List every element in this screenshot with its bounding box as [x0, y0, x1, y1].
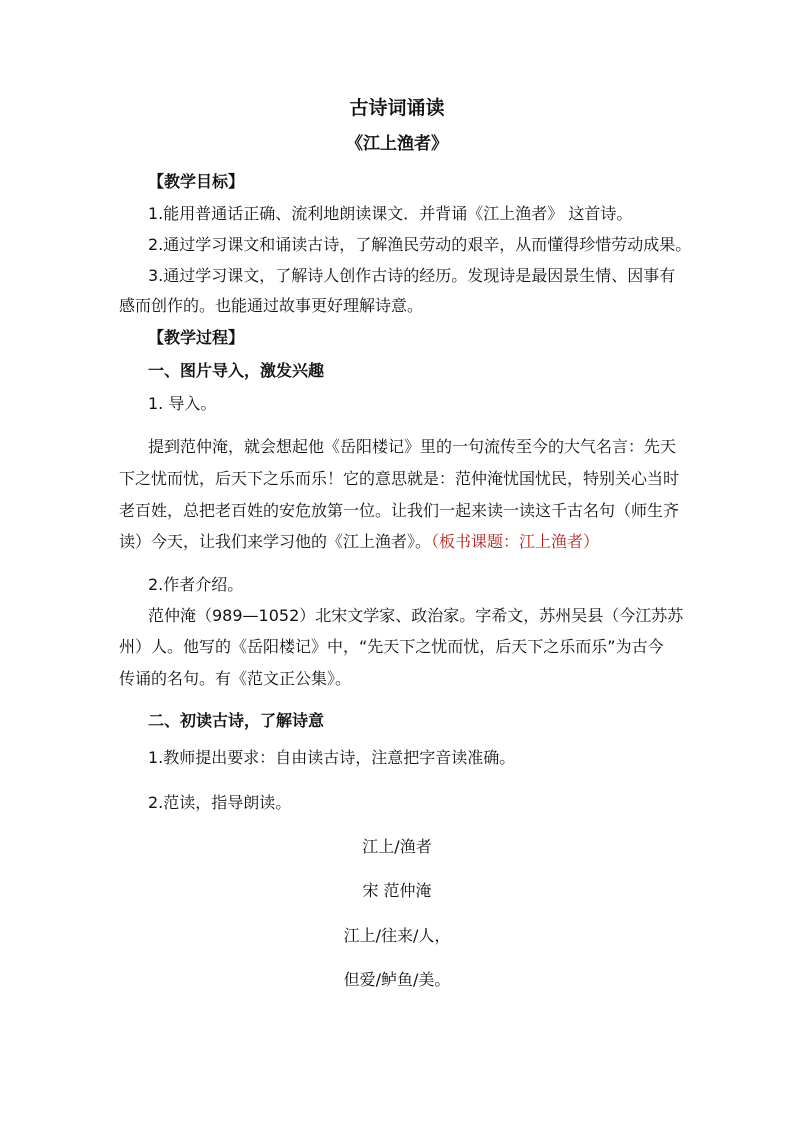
intro-paragraph-text: 读）今天，让我们来学习他的《江上渔者》。 [119, 532, 432, 551]
intro-paragraph-line-1: 提到范仲淹，就会想起他《岳阳楼记》里的一句流传至今的大气名言：先天 [148, 437, 677, 456]
poem-author: 宋 范仲淹 [362, 881, 432, 900]
board-note: （板书课题：江上渔者） [431, 532, 600, 551]
poem-line-2: 但爱/鲈鱼/美。 [343, 970, 451, 989]
document-subtitle: 《江上渔者》 [346, 134, 448, 154]
poem-title: 江上/渔者 [362, 837, 432, 856]
section-1-heading: 一、图片导入，激发兴趣 [148, 361, 325, 380]
intro-paragraph-line-2: 下之忧而忧，后天下之乐而乐！它的意思就是：范仲淹忧国忧民，特别关心当时 [119, 469, 680, 488]
goal-item-2: 2.通过学习课文和诵读古诗，了解渔民劳动的艰辛，从而懂得珍惜劳动成果。 [148, 235, 692, 254]
section-2-heading: 二、初读古诗，了解诗意 [148, 711, 325, 730]
process-heading: 【教学过程】 [148, 328, 245, 347]
goals-heading: 【教学目标】 [148, 172, 245, 191]
goal-item-1: 1.能用普通话正确、流利地朗读课文．并背诵《江上渔者》 这首诗。 [148, 204, 633, 223]
section-1-step-1: 1. 导入。 [148, 394, 217, 413]
section-2-step-2: 2.范读，指导朗读。 [148, 793, 292, 812]
document-title: 古诗词诵读 [349, 97, 445, 119]
goal-item-3: 3.通过学习课文，了解诗人创作古诗的经历。发现诗是最因景生情、因事有 [148, 266, 676, 285]
goal-item-3-continued: 感而创作的。也能通过故事更好理解诗意。 [119, 296, 424, 315]
author-paragraph-line-1: 范仲淹（989—1052）北宋文学家、政治家。字希文，苏州吴县（今江苏苏 [148, 606, 684, 625]
section-2-step-1: 1.教师提出要求：自由读古诗，注意把字音读准确。 [148, 748, 516, 767]
author-paragraph-line-3: 传诵的名句。有《范文正公集》。 [119, 669, 352, 688]
intro-paragraph-line-4 [119, 532, 599, 552]
section-1-step-2: 2.作者介绍。 [148, 575, 244, 594]
intro-paragraph-line-3: 老百姓，总把老百姓的安危放第一位。让我们一起来读一读这千古名句（师生齐 [119, 501, 680, 520]
author-paragraph-line-2: 州）人。他写的《岳阳楼记》中，“先天下之忧而忧，后天下之乐而乐”为古今 [119, 637, 664, 656]
poem-line-1: 江上/往来/人， [343, 926, 451, 945]
